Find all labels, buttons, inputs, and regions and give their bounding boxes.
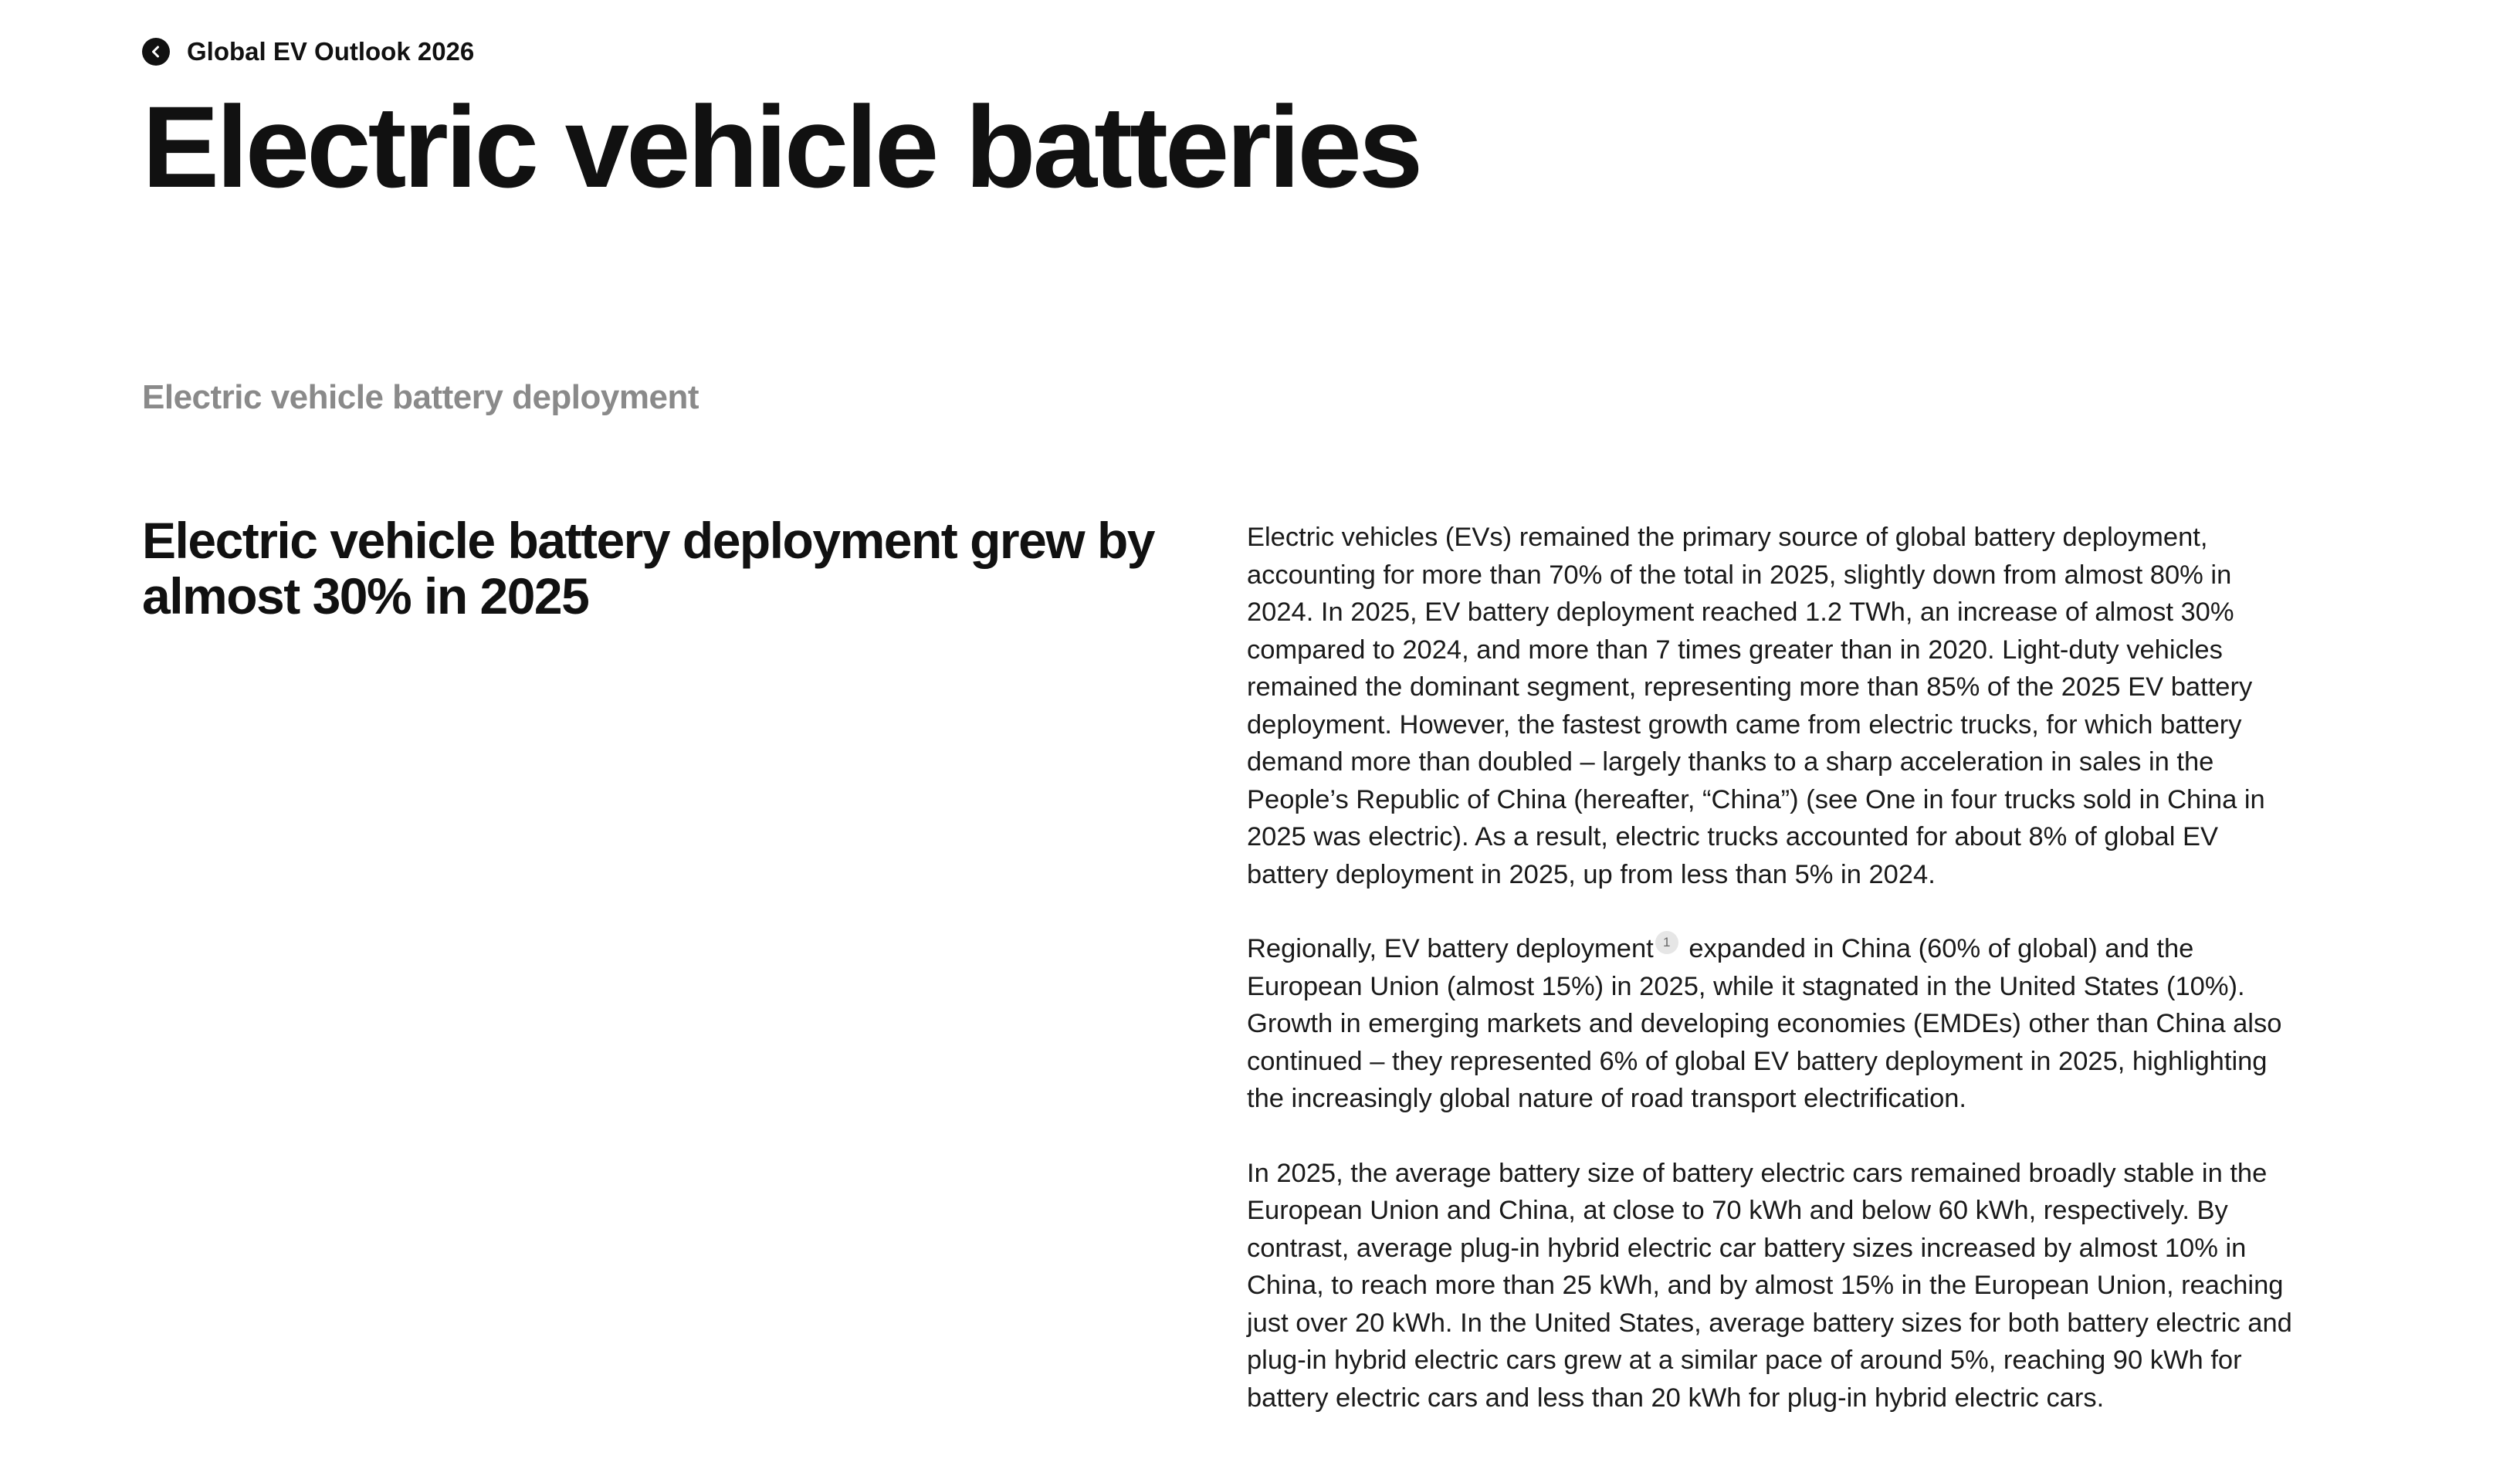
paragraph-2 [1247, 930, 2305, 1118]
article-body [1247, 519, 2305, 1454]
section-heading: Electric vehicle battery deployment grew by almost 30% in 2025 [142, 512, 1154, 625]
chevron-left-icon[interactable] [142, 38, 170, 66]
paragraph-3: In 2025, the average battery size of battery electric cars remained broadly stable in the European Union and China, at close to 70 kWh and below 60 kWh, respectively. By contrast, average plug-in hybrid electric car battery sizes increased by almost 10% in China, to reach more than 25 kWh, and by almost 15% in the European Union, reaching just over 20 kWh. In the United States, average battery sizes for both battery electric and plug-in hybrid electric cars grew at a similar pace of around 5%, reaching 90 kWh for battery electric cars and less than 20 kWh for plug-in hybrid electric cars. [1247, 1158, 2292, 1413]
footnote-marker[interactable]: 1 [1655, 931, 1678, 954]
paragraph-2-text-start: Regionally, EV battery deployment [1247, 934, 1654, 963]
paragraph-2-text-end: expanded in China (60% of global) and the European Union (almost 15%) in 2025, while it stagnated in the United States (10%). Growth in emerging markets and developing economies (EMDEs) other than China also continued – they represented 6% of global EV battery deployment in 2025, highlighting the increasingly global nature of road transport electrification. [1247, 934, 2282, 1113]
back-link-label[interactable]: Global EV Outlook 2026 [187, 37, 475, 66]
back-to-outlook-link[interactable] [142, 37, 474, 66]
page-title: Electric vehicle batteries [142, 82, 1421, 212]
paragraph-1: Electric vehicles (EVs) remained the primary source of global battery deployment, accounting for more than 70% of the total in 2025, slightly down from almost 80% in 2024. In 2025, EV battery deployment reached 1.2 TWh, an increase of almost 30% compared to 2024, and more than 7 times greater than in 2020. Light-duty vehicles remained the dominant segment, representing more than 85% of the 2025 EV battery deployment. However, the fastest growth came from electric trucks, for which battery demand more than doubled – largely thanks to a sharp acceleration in sales in the People’s Republic of China (hereafter, “China”) (see One in four trucks sold in China in 2025 was electric). As a result, electric trucks accounted for about 8% of global EV battery deployment in 2025, up from less than 5% in 2024. [1247, 523, 2265, 889]
section-label: Electric vehicle battery deployment [142, 378, 699, 416]
